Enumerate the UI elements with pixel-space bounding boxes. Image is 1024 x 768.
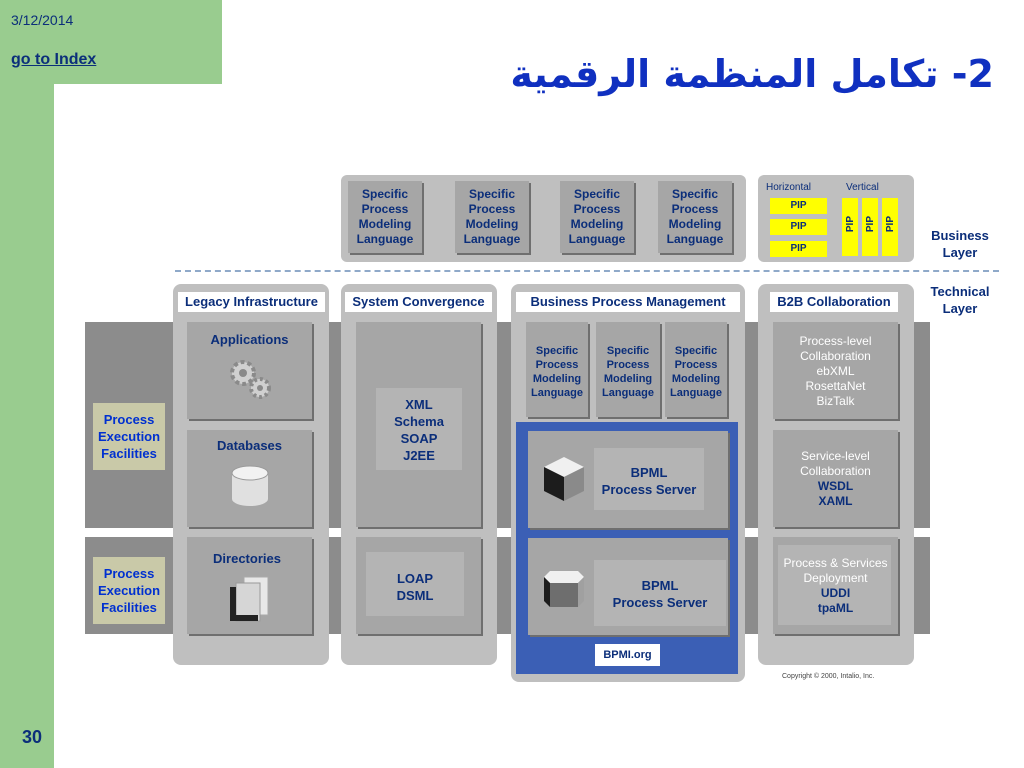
octagon-prism-icon — [542, 565, 586, 609]
business-layer-label: Business Layer — [931, 228, 989, 260]
service-level-text — [773, 449, 898, 509]
page-number: 30 — [22, 727, 43, 747]
slide-title: 2- تكامل المنظمة الرقمية — [510, 52, 994, 96]
slide-date: 3/12/2014 — [11, 12, 74, 28]
tpaml-label: tpaML — [817, 601, 854, 615]
gears-icon — [225, 356, 275, 402]
layer-divider — [175, 270, 999, 272]
wsdl-label: WSDL — [817, 479, 854, 493]
process-level-line-2: Collaboration — [800, 349, 871, 363]
process-level-line-3: ebXML — [816, 364, 855, 378]
spml-box-2: Specific Process Modeling Language — [455, 181, 529, 253]
service-level-line-2: Collaboration — [800, 464, 871, 478]
legacy-title: Legacy Infrastructure — [178, 292, 325, 312]
convergence-title: System Convergence — [345, 292, 492, 312]
deployment-text — [776, 556, 895, 616]
pef-label-1: Process Execution Facilities — [93, 403, 165, 470]
databases-label: Databases — [216, 438, 283, 453]
horizontal-label: Horizontal — [766, 182, 812, 193]
sidebar-band — [0, 0, 54, 768]
pip-h-1: PIP — [770, 198, 827, 214]
folder-icon — [228, 575, 272, 623]
technical-layer-label: Technical Layer — [930, 284, 990, 316]
spml-box-1: Specific Process Modeling Language — [348, 181, 422, 253]
pip-v-3 — [882, 198, 898, 256]
vertical-label: Vertical — [846, 182, 879, 193]
process-level-line-5: BizTalk — [816, 394, 855, 408]
bpm-spml-3: Specific Process Modeling Language — [665, 322, 727, 417]
b2b-title: B2B Collaboration — [770, 292, 898, 312]
xml-stack-label: XML Schema SOAP J2EE — [394, 397, 444, 463]
bpm-spml-1: Specific Process Modeling Language — [526, 322, 588, 417]
process-level-line-1: Process-level — [799, 334, 872, 348]
process-level-line-4: RosettaNet — [805, 379, 866, 393]
bpm-title: Business Process Management — [516, 292, 740, 312]
cube-icon — [542, 455, 586, 503]
pip-v-3-label: PIP — [884, 216, 896, 233]
service-level-line-1: Service-level — [801, 449, 870, 463]
loap-label: LOAP DSML — [396, 571, 434, 603]
copyright-note: Copyright © 2000, Intalio, Inc. — [782, 673, 875, 680]
spml-box-3: Specific Process Modeling Language — [560, 181, 634, 253]
pip-h-3: PIP — [770, 241, 827, 257]
frame-curve — [54, 84, 114, 144]
directories-label: Directories — [213, 551, 281, 566]
pip-v-2-label: PIP — [864, 216, 876, 233]
pip-v-2 — [862, 198, 878, 256]
spml-box-4: Specific Process Modeling Language — [658, 181, 732, 253]
server-1-label: BPML Process Server — [601, 465, 697, 497]
applications-label: Applications — [210, 332, 289, 347]
xaml-label: XAML — [818, 494, 853, 508]
pip-v-1 — [842, 198, 858, 256]
index-link[interactable]: go to Index — [11, 51, 97, 68]
server-2-label: BPML Process Server — [612, 578, 708, 610]
database-icon — [230, 465, 270, 507]
bpm-spml-2: Specific Process Modeling Language — [596, 322, 660, 417]
bpmi-link[interactable]: BPMI.org — [595, 644, 660, 666]
pip-h-2: PIP — [770, 219, 827, 235]
deployment-line-1: Process & Services — [783, 556, 888, 570]
process-level-text — [773, 334, 898, 409]
uddi-label: UDDI — [820, 586, 851, 600]
pef-label-2: Process Execution Facilities — [93, 557, 165, 624]
deployment-line-2: Deployment — [803, 571, 868, 585]
pip-v-1-label: PIP — [844, 216, 856, 233]
